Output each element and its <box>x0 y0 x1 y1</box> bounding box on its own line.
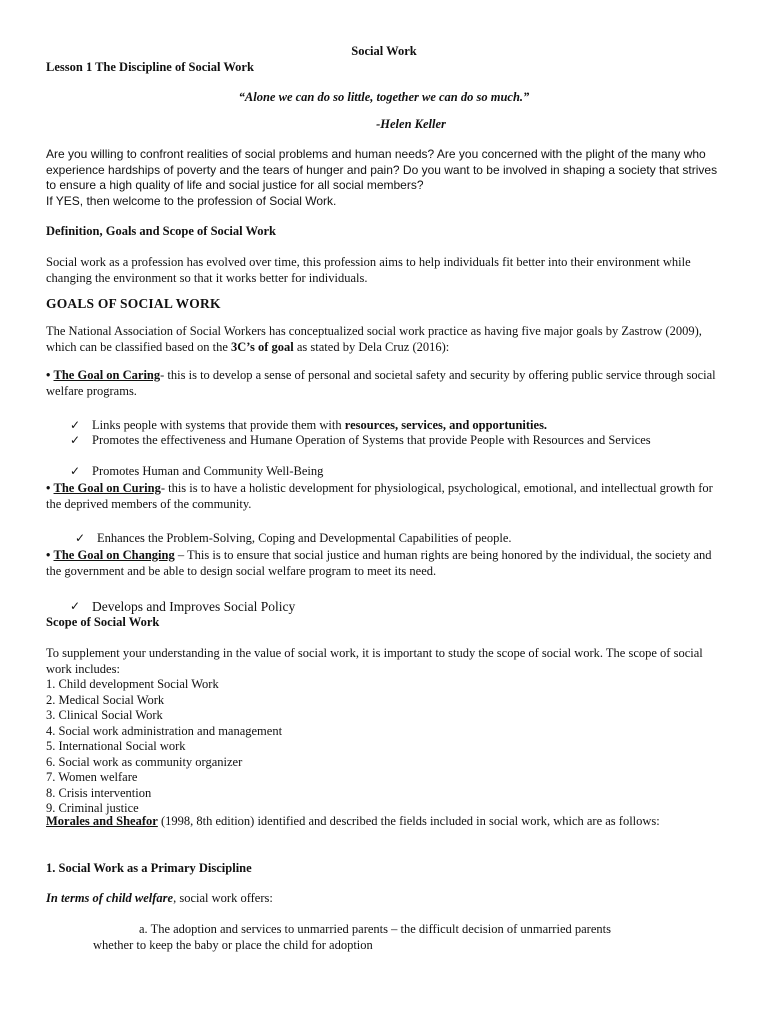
morales-paragraph: Morales and Sheafor (1998, 8th edition) identified and described the fields included in social work, which are as follows: <box>46 814 660 828</box>
goal-changing-text: – This is to ensure that social justice and human rights are being honored by the individual, the society and the government and be able to design social welfare program to meet its need. <box>46 548 712 578</box>
checkmark-icon: ✓ <box>70 599 81 613</box>
list-item: 3. Clinical Social Work <box>46 708 163 722</box>
list-item: 6. Social work as community organizer <box>46 754 243 769</box>
definition-paragraph: Social work as a profession has evolved over time, this profession aims to help individuals fit better into their environment while changing the environment so that it works better for individuals. <box>46 255 691 285</box>
goal-changing <box>46 548 722 579</box>
quote-author: -Helen Keller <box>376 117 446 131</box>
child-welfare-line: In terms of child welfare, social work offers: <box>46 891 273 905</box>
scope-list <box>46 677 722 817</box>
bullet-icon: • <box>46 548 51 562</box>
list-item: 1. Child development Social Work <box>46 677 219 691</box>
primary-discipline-heading: 1. Social Work as a Primary Discipline <box>46 861 252 875</box>
intro-paragraph <box>46 147 722 209</box>
three-cs-term: 3C’s of goal <box>231 339 294 354</box>
bullet-icon: • <box>46 481 51 495</box>
caring-check-3: ✓ Promotes Human and Community Well-Being <box>70 464 324 478</box>
list-item: 9. Criminal justice <box>46 801 139 815</box>
changing-check-1: ✓ Develops and Improves Social Policy <box>70 599 296 614</box>
list-item: 8. Crisis intervention <box>46 785 152 800</box>
list-item: 4. Social work administration and management <box>46 723 283 738</box>
document-title: Social Work <box>351 44 417 58</box>
goals-intro: The National Association of Social Workers has conceptualized social work practice as having five major goals by Zastrow (2009), which can be classified based on the 3C’s of goal as stated by Dela Cruz (2016): <box>46 324 702 354</box>
goal-caring <box>46 368 722 399</box>
goal-curing <box>46 481 722 512</box>
lesson-heading: Lesson 1 The Discipline of Social Work <box>46 60 254 74</box>
goals-heading: GOALS OF SOCIAL WORK <box>46 296 221 311</box>
goal-caring-text: - this is to develop a sense of personal and societal safety and security by offering public service through social welfare programs. <box>46 368 716 398</box>
intro-text: Are you willing to confront realities of social problems and human needs? Are you concerned with the plight of the many who experience hardships of poverty and the tears of hunger and pain? Do you want to be involved in shaping a society that strives to ensure a high quality of life and social justice for all social members? <box>46 147 718 192</box>
goal-caring-title: The Goal on Caring <box>53 368 161 382</box>
curing-check-1: ✓ Enhances the Problem-Solving, Coping and Developmental Capabilities of people. <box>75 531 512 545</box>
checkmark-icon: ✓ <box>70 433 81 447</box>
caring-check-2: ✓ Promotes the effectiveness and Humane Operation of Systems that provide People with Resources and Services <box>70 433 651 447</box>
goal-curing-title: The Goal on Curing <box>53 481 161 495</box>
goal-curing-text: - this is to have a holistic development for physiological, psychological, emotional, and intellectual growth for the deprived members of the community. <box>46 481 713 511</box>
checkmark-icon: ✓ <box>70 464 81 478</box>
scope-heading: Scope of Social Work <box>46 615 160 629</box>
list-item: 2. Medical Social Work <box>46 692 165 707</box>
child-welfare-term: In terms of child welfare <box>46 891 174 905</box>
checkmark-icon: ✓ <box>75 531 86 545</box>
intro-yes: If YES, then welcome to the profession of Social Work. <box>46 193 337 208</box>
list-item: 7. Women welfare <box>46 770 138 784</box>
caring-check-1: ✓ Links people with systems that provide them with resources, services, and opportunities. <box>70 418 548 432</box>
definition-heading: Definition, Goals and Scope of Social Work <box>46 224 277 238</box>
list-item: 5. International Social work <box>46 739 186 753</box>
checkmark-icon: ✓ <box>70 418 81 432</box>
quote: “Alone we can do so little, together we can do so much.” <box>238 90 530 104</box>
scope-intro: To supplement your understanding in the value of social work, it is important to study the scope of social work. The scope of social work includes: <box>46 646 703 676</box>
bullet-icon: • <box>46 368 51 382</box>
morales-name: Morales and Sheafor <box>46 814 158 828</box>
item-a: a. The adoption and services to unmarried parents – the difficult decision of unmarried parents <box>139 922 611 936</box>
goal-changing-title: The Goal on Changing <box>53 548 175 562</box>
item-a-continued: whether to keep the baby or place the child for adoption <box>93 938 373 952</box>
